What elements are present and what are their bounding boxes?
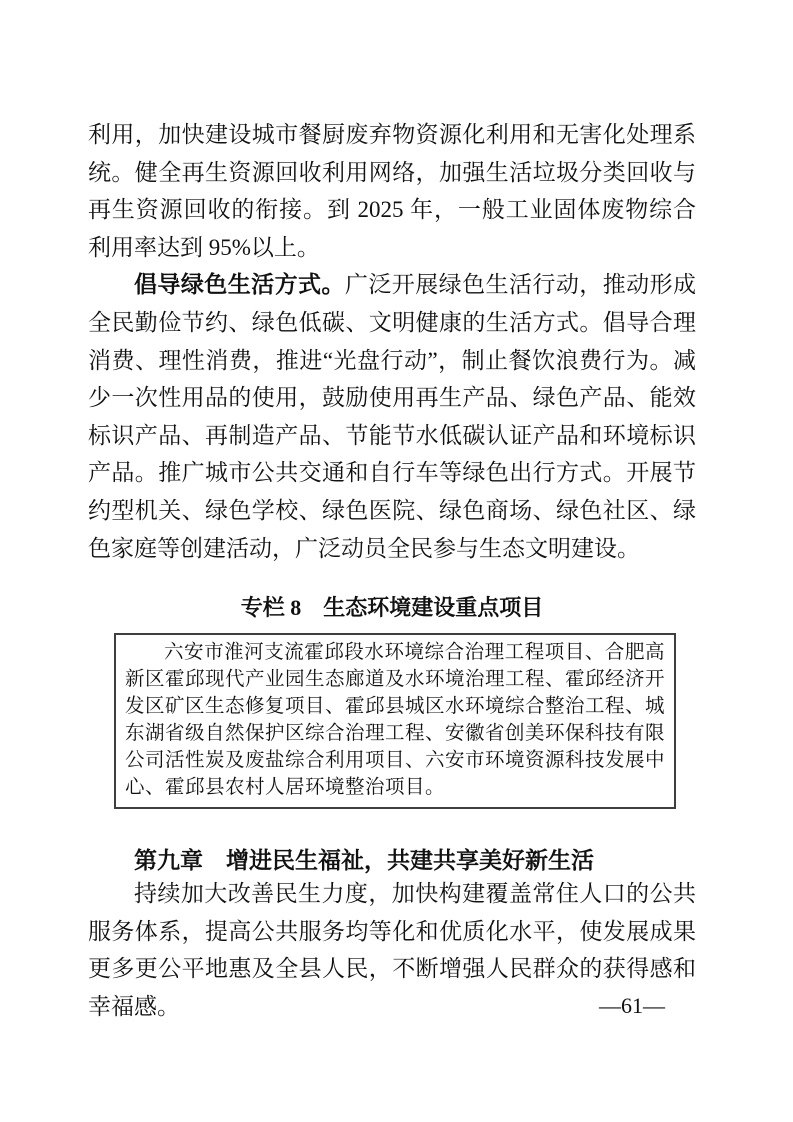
paragraph-green-lifestyle-body: 广泛开展绿色生活行动，推动形成全民勤俭节约、绿色低碳、文明健康的生活方式。倡导合理消费、理性消费，推进“光盘行动”，制止餐饮浪费行为。减少一次性用品的使用，鼓励使用再生产品、绿色产品、能效标识产品、再制造产品、节能节水低碳认证产品和环境标识产品。推广城市公共交通和自行车等绿色出行方式。开展节约型机关、绿色学校、绿色医院、绿色商场、绿色社区、绿色家庭等创建活动，广泛动员全民参与生态文明建设。	[88, 272, 697, 561]
chapter-9-heading: 第九章 增进民生福祉，共建共享美好新生活	[134, 847, 594, 874]
page-content	[88, 116, 696, 1026]
callout-8-title: 专栏 8 生态环境建设重点项目	[240, 595, 544, 621]
paragraph-livelihood: 持续加大改善民生力度，加快构建覆盖常住人口的公共服务体系，提高公共服务均等化和优质化水平，使发展成果更多更公平地惠及全县人民，不断增强人民群众的获得感和幸福感。	[88, 881, 696, 1019]
paragraph-green-lifestyle-lead: 倡导绿色生活方式。	[134, 272, 345, 298]
callout-8-box	[114, 633, 676, 809]
page-number: —61—	[599, 993, 665, 1018]
paragraph-waste-utilization: 利用，加快建设城市餐厨废弃物资源化利用和无害化处理系统。健全再生资源回收利用网络，加强生活垃圾分类回收与再生资源回收的衔接。到 2025 年，一般工业固体废物综合利用率达到 95%以上。	[88, 122, 696, 260]
callout-8-body: 六安市淮河支流霍邱段水环境综合治理工程项目、合肥高新区霍邱现代产业园生态廊道及水环境治理工程、霍邱经济开发区矿区生态修复项目、霍邱县城区水环境综合整治工程、城东湖省级自然保护区综合治理工程、安徽省创美环保科技有限公司活性炭及废盐综合利用项目、六安市环境资源科技发展中心、霍邱县农村人居环境整治项目。	[125, 642, 666, 799]
paragraph-green-lifestyle	[88, 266, 696, 567]
